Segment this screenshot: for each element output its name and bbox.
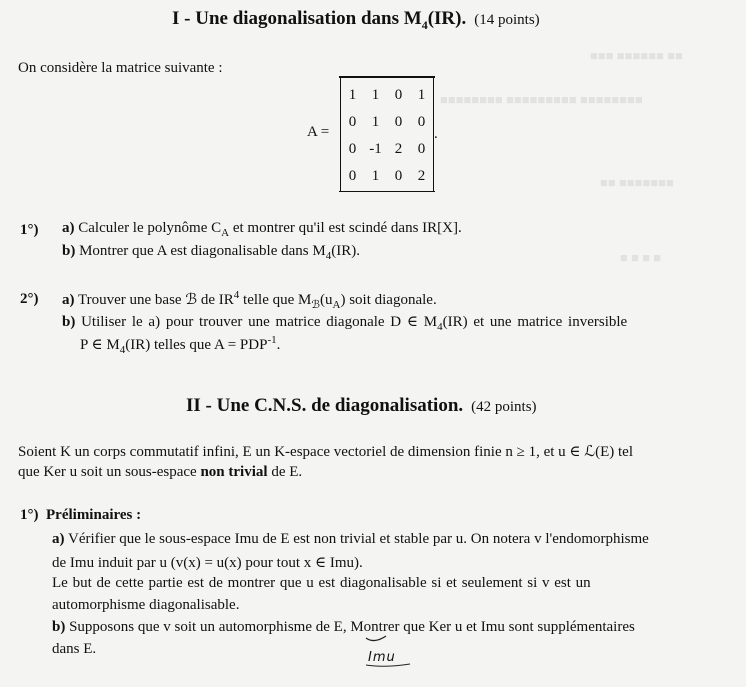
bleed-through-text: ■■■■■■■■ ■■■■■■■■■ ■■■■■■■■ [440, 92, 643, 107]
part2-points: (42 points) [471, 399, 537, 415]
matrix-cell: 0 [417, 113, 426, 130]
matrix-cell: 1 [371, 167, 380, 184]
matrix-cell: 2 [417, 167, 426, 184]
matrix-a [340, 76, 434, 192]
q2-number: 2°) [20, 291, 39, 307]
matrix-row [341, 136, 433, 162]
part1-points: (14 points) [474, 12, 540, 28]
part1-heading: I - Une diagonalisation dans $M_4(IR)$. (14 points) [172, 8, 540, 32]
part2-heading: II - Une C.N.S. de diagonalisation. (42 points) [186, 395, 537, 416]
matrix-cell: -1 [369, 140, 382, 157]
q2b-line1: b) Utiliser le a) pour trouver une matrice diagonale D ∈ $M_4(IR)$ et une matrice inversible [62, 314, 628, 333]
q2b-line2: P ∈ $M_4(IR)$ telles que $A = PDP^{-1}$. [80, 334, 281, 356]
prelim-a-line2: de Imu induit par u (v(x) = u(x) pour tout x ∈ Imu). [52, 555, 363, 571]
matrix-cell: 1 [417, 86, 426, 103]
matrix-cell: 0 [348, 167, 357, 184]
bleed-through-text: ■■■ ■■■■■■ ■■ [590, 48, 683, 63]
matrix-label: A = [307, 124, 330, 140]
matrix-cell: 2 [394, 140, 403, 157]
handwritten-annotation: Imu [368, 650, 396, 665]
matrix-cell: 0 [348, 140, 357, 157]
matrix-row [341, 109, 433, 135]
prelim-b-line2: dans E. [52, 641, 97, 657]
matrix-end: . [434, 126, 438, 142]
prelim-a-line1: a) Vérifier que le sous-espace Imu de E est non trivial et stable par u. On notera v l'endomorphisme [52, 531, 649, 547]
prelim-b-line1: b) Supposons que v soit un automorphisme de E, Montrer que Ker u et Imu sont supplémentaires [52, 619, 635, 635]
handwritten-circle-mark [360, 614, 400, 644]
matrix-row [341, 82, 433, 108]
matrix-cell: 1 [348, 86, 357, 103]
matrix-row [341, 163, 433, 189]
bleed-through-text: ■ ■ ■ ■ [620, 250, 662, 265]
goal-line2: automorphisme diagonalisable. [52, 597, 240, 613]
matrix-cell: 0 [394, 167, 403, 184]
goal-line1: Le but de cette partie est de montrer que u est diagonalisable si et seulement si v est un [52, 575, 591, 591]
part2-intro-line1: Soient K un corps commutatif infini, E un K-espace vectoriel de dimension finie n ≥ 1, et u ∈ ℒ(E) tel [18, 444, 633, 460]
matrix-cell: 0 [394, 113, 403, 130]
prelim-heading: 1°) Préliminaires : [20, 507, 142, 523]
part2-intro-line2: que Ker u soit un sous-espace non trivial de E. [18, 464, 303, 480]
handwritten-underline [364, 662, 414, 670]
q2a-line: a) Trouver une base ℬ de $IR^4$ telle que $M_ℬ(u_A)$ soit diagonale. [62, 289, 437, 311]
matrix-cell: 1 [371, 113, 380, 130]
matrix-cell: 1 [371, 86, 380, 103]
q1a-line: a) Calculer le polynôme $C_A$ et montrer qu'il est scindé dans IR[X]. [62, 220, 462, 239]
q1-number: 1°) [20, 222, 39, 238]
matrix-cell: 0 [417, 140, 426, 157]
q1b-line: b) Montrer que A est diagonalisable dans $M_4(IR)$. [62, 243, 360, 262]
matrix-cell: 0 [394, 86, 403, 103]
bleed-through-text: ■■ ■■■■■■■ [600, 175, 674, 190]
matrix-cell: 0 [348, 113, 357, 130]
part1-intro: On considère la matrice suivante : [18, 60, 223, 76]
